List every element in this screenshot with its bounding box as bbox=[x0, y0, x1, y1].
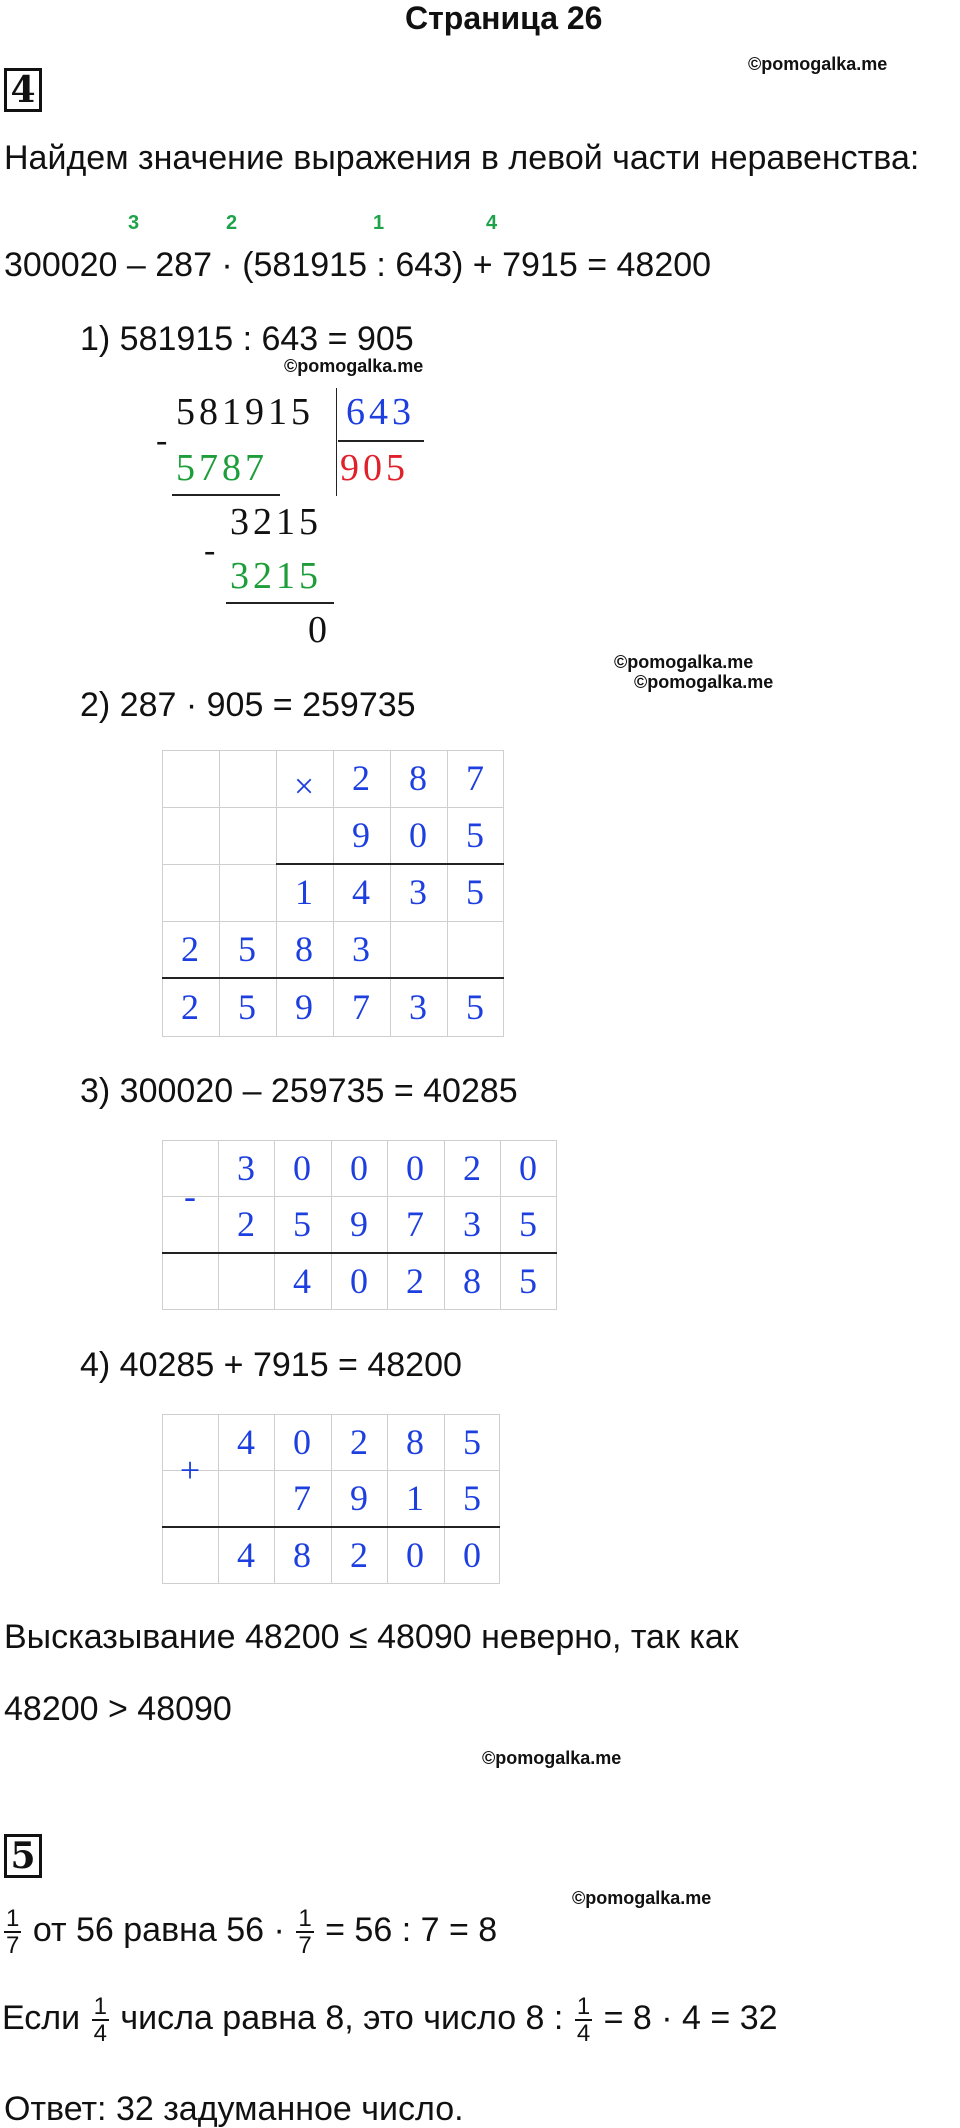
grid-digit: 7 bbox=[293, 1478, 311, 1518]
dividend: 581915 bbox=[176, 391, 314, 433]
grid-digit: 0 bbox=[409, 815, 427, 855]
grid-digit: 7 bbox=[406, 1204, 424, 1244]
order-mark: 1 bbox=[373, 212, 385, 234]
line-1-result: = 56 : 7 = 8 bbox=[325, 1911, 498, 1950]
grid-digit: 2 bbox=[350, 1422, 368, 1462]
grid-digit: 5 bbox=[466, 815, 484, 855]
grid-digit: 1 bbox=[406, 1478, 424, 1518]
grid-digit: 4 bbox=[293, 1261, 311, 1301]
quotient: 905 bbox=[340, 447, 409, 489]
grid-digit: 5 bbox=[238, 987, 256, 1027]
grid-digit: 5 bbox=[463, 1478, 481, 1518]
order-mark: 3 bbox=[128, 212, 140, 234]
quotient-line bbox=[338, 440, 424, 442]
subtraction-line bbox=[226, 602, 334, 604]
grid-digit: 0 bbox=[406, 1535, 424, 1575]
line-2-text: числа равна 8, это число 8 : bbox=[120, 1999, 564, 2038]
task-5-line-1 bbox=[2, 1906, 497, 1958]
grid-digit: 2 bbox=[463, 1148, 481, 1188]
minus-sign: - bbox=[204, 532, 220, 569]
step-4: 4) 40285 + 7915 = 48200 bbox=[80, 1346, 462, 1384]
watermark: ©pomogalka.me bbox=[634, 672, 774, 692]
grid-digit: 4 bbox=[352, 872, 370, 912]
multiplication-grid bbox=[162, 750, 504, 1038]
minus-sign: - bbox=[184, 1176, 196, 1216]
fraction-one-seventh: $\frac{1}{7}$ bbox=[6, 1905, 20, 1960]
line-2-result: = 8 · 4 = 32 bbox=[603, 1999, 778, 2038]
grid-digit: 7 bbox=[466, 758, 484, 798]
grid-digit: 5 bbox=[519, 1204, 537, 1244]
task-5-number: 5 bbox=[4, 1834, 42, 1878]
fraction-one-seventh: $\frac{1}{7}$ bbox=[298, 1905, 312, 1960]
long-division bbox=[150, 384, 450, 654]
conclusion-line-1: Высказывание 48200 ≤ 48090 неверно, так как bbox=[4, 1618, 739, 1656]
grid-digit: 2 bbox=[350, 1535, 368, 1575]
grid-digit: 4 bbox=[237, 1422, 255, 1462]
task-4-expression: 300020 – 287 · (581915 : 643) + 7915 = 48200 bbox=[4, 246, 712, 284]
watermark: ©pomogalka.me bbox=[482, 1748, 622, 1768]
grid-digit: 0 bbox=[519, 1148, 537, 1188]
grid-digit: 3 bbox=[409, 987, 427, 1027]
grid-digit: 3 bbox=[237, 1148, 255, 1188]
page-title: Страница 26 bbox=[405, 0, 603, 36]
grid-digit: 0 bbox=[463, 1535, 481, 1575]
remainder-1: 3215 bbox=[230, 501, 322, 543]
grid-digit: 5 bbox=[466, 987, 484, 1027]
grid-digit: 0 bbox=[406, 1148, 424, 1188]
grid-digit: 5 bbox=[238, 929, 256, 969]
grid-digit: 2 bbox=[406, 1261, 424, 1301]
subtraction-grid bbox=[162, 1140, 557, 1310]
subtrahend-1: 5787 bbox=[176, 447, 268, 489]
order-mark: 4 bbox=[486, 212, 498, 234]
grid-digit: 5 bbox=[293, 1204, 311, 1244]
grid-digit: 0 bbox=[350, 1148, 368, 1188]
grid-digit: 8 bbox=[463, 1261, 481, 1301]
watermark: ©pomogalka.me bbox=[748, 54, 888, 74]
grid-digit: 4 bbox=[237, 1535, 255, 1575]
task-4-number: 4 bbox=[4, 68, 42, 112]
grid-digit: 0 bbox=[293, 1422, 311, 1462]
task-5-answer: Ответ: 32 задуманное число. bbox=[4, 2090, 464, 2128]
task-5-line-2 bbox=[2, 1994, 778, 2046]
grid-digit: 3 bbox=[352, 929, 370, 969]
grid-digit: 8 bbox=[406, 1422, 424, 1462]
task-4-intro: Найдем значение выражения в левой части неравенства: bbox=[4, 139, 920, 177]
grid-digit: 2 bbox=[181, 929, 199, 969]
watermark: ©pomogalka.me bbox=[572, 1888, 712, 1908]
order-mark: 2 bbox=[226, 212, 238, 234]
grid-digit: 5 bbox=[466, 872, 484, 912]
divisor: 643 bbox=[346, 391, 415, 433]
grid-digit: 2 bbox=[237, 1204, 255, 1244]
watermark: ©pomogalka.me bbox=[614, 652, 754, 672]
grid-digit: 8 bbox=[295, 929, 313, 969]
plus-sign: + bbox=[179, 1450, 201, 1490]
step-2: 2) 287 · 905 = 259735 bbox=[80, 686, 416, 724]
fraction-one-fourth: $\frac{1}{4}$ bbox=[93, 1993, 107, 2048]
grid-digit: 2 bbox=[352, 758, 370, 798]
grid-digit: 9 bbox=[352, 815, 370, 855]
subtraction-line bbox=[172, 494, 280, 496]
grid-digit: 0 bbox=[293, 1148, 311, 1188]
line-1-text: от 56 равна 56 · bbox=[32, 1911, 285, 1950]
grid-digit: 9 bbox=[295, 987, 313, 1027]
fraction-one-fourth: $\frac{1}{4}$ bbox=[576, 1993, 591, 2048]
grid-digit: 3 bbox=[409, 872, 427, 912]
minus-sign: - bbox=[156, 422, 172, 459]
grid-digit: 5 bbox=[463, 1422, 481, 1462]
grid-digit: 1 bbox=[295, 872, 313, 912]
line-2-start: Если bbox=[2, 1999, 81, 2038]
final-remainder: 0 bbox=[308, 609, 331, 651]
grid-digit: 0 bbox=[350, 1261, 368, 1301]
step-3: 3) 300020 – 259735 = 40285 bbox=[80, 1072, 518, 1110]
addition-grid bbox=[162, 1414, 500, 1584]
grid-digit: 9 bbox=[350, 1478, 368, 1518]
watermark: ©pomogalka.me bbox=[284, 356, 424, 376]
grid-digit: 9 bbox=[350, 1204, 368, 1244]
division-vertical-line bbox=[336, 388, 337, 496]
grid-digit: 8 bbox=[293, 1535, 311, 1575]
multiply-sign: × bbox=[293, 766, 315, 806]
grid-digit: 5 bbox=[519, 1261, 537, 1301]
grid-digit: 8 bbox=[409, 758, 427, 798]
grid-digit: 2 bbox=[181, 987, 199, 1027]
conclusion-line-2: 48200 > 48090 bbox=[4, 1690, 232, 1728]
grid-digit: 7 bbox=[352, 987, 370, 1027]
grid-digit: 3 bbox=[463, 1204, 481, 1244]
step-1: 1) 581915 : 643 = 905 bbox=[80, 320, 414, 358]
subtrahend-2: 3215 bbox=[230, 555, 322, 597]
